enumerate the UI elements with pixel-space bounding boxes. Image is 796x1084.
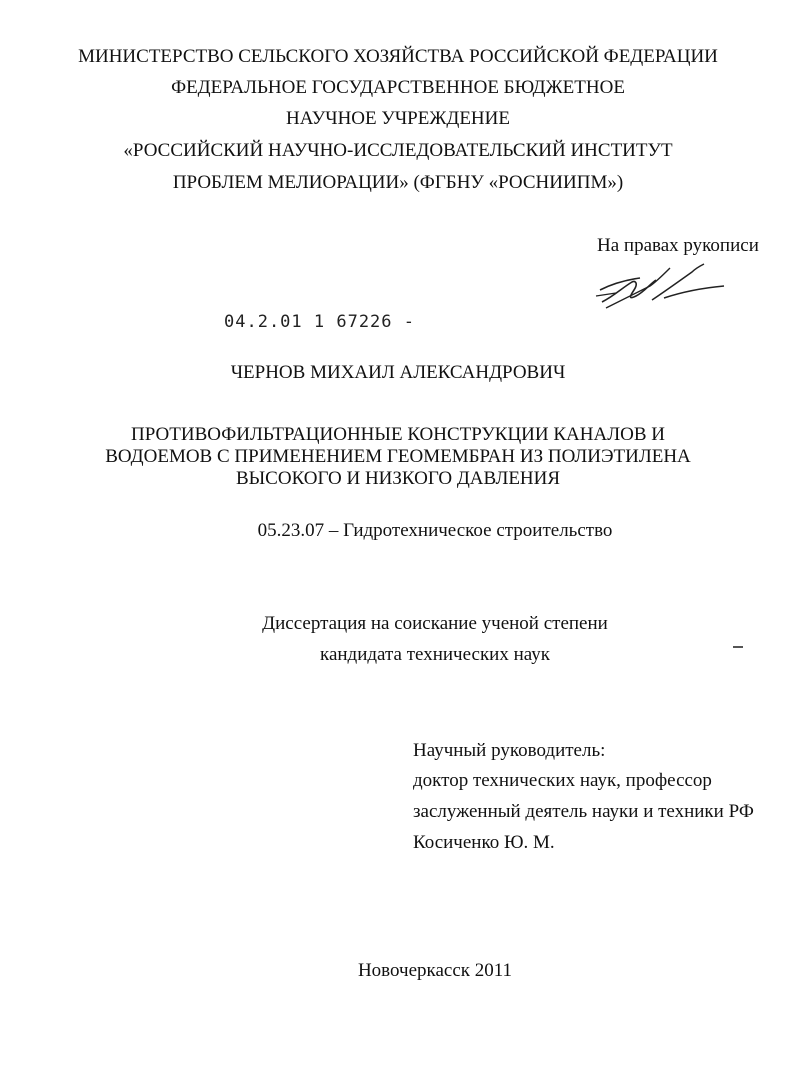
title-line-3: ВЫСОКОГО И НИЗКОГО ДАВЛЕНИЯ: [235, 468, 561, 489]
rights-note: На правах рукописи: [597, 235, 759, 256]
header-line-5: ПРОБЛЕМ МЕЛИОРАЦИИ» (ФГБНУ «РОСНИИПМ»): [172, 172, 624, 193]
degree-line-1: Диссертация на соискание ученой степени: [262, 613, 608, 634]
supervisor-degree: доктор технических наук, профессор: [413, 770, 712, 791]
scan-mark: [733, 646, 743, 648]
header-line-3: НАУЧНОЕ УЧРЕЖДЕНИЕ: [286, 108, 510, 129]
title-line-2: ВОДОЕМОВ С ПРИМЕНЕНИЕМ ГЕОМЕМБРАН ИЗ ПОЛИЭТИЛЕНА: [105, 446, 691, 467]
registration-stamp: 04.2.01 1 67226 -: [224, 312, 415, 332]
supervisor-label: Научный руководитель:: [413, 740, 606, 761]
supervisor-name: Косиченко Ю. М.: [413, 832, 555, 853]
supervisor-title: заслуженный деятель науки и техники РФ: [413, 801, 754, 822]
header-line-4: «РОССИЙСКИЙ НАУЧНО-ИССЛЕДОВАТЕЛЬСКИЙ ИНСТИТУТ: [123, 140, 673, 161]
title-line-1: ПРОТИВОФИЛЬТРАЦИОННЫЕ КОНСТРУКЦИИ КАНАЛОВ И: [131, 424, 665, 445]
specialty: 05.23.07 – Гидротехническое строительство: [257, 520, 613, 541]
header-line-1: МИНИСТЕРСТВО СЕЛЬСКОГО ХОЗЯЙСТВА РОССИЙСКОЙ ФЕДЕРАЦИИ: [78, 46, 718, 67]
header-line-2: ФЕДЕРАЛЬНОЕ ГОСУДАРСТВЕННОЕ БЮДЖЕТНОЕ: [171, 77, 625, 98]
signature-icon: [592, 262, 732, 314]
degree-line-2: кандидата технических наук: [320, 644, 550, 665]
author-name: ЧЕРНОВ МИХАИЛ АЛЕКСАНДРОВИЧ: [230, 362, 566, 383]
place-year: Новочеркасск 2011: [357, 960, 513, 981]
